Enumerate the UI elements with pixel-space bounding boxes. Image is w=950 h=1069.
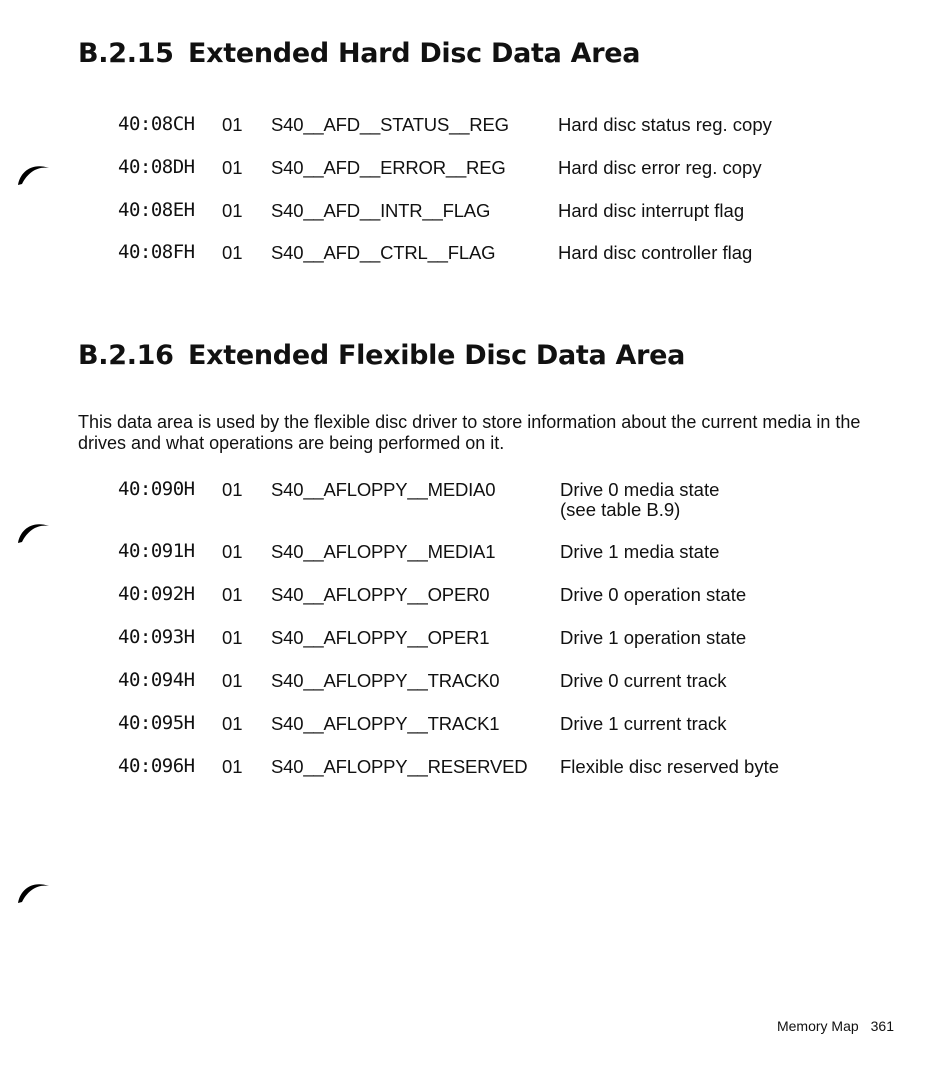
size: 01	[222, 157, 243, 178]
description: Drive 1 current track	[560, 713, 727, 734]
symbol-name: S40__AFD__STATUS__REG	[271, 114, 509, 135]
size: 01	[222, 713, 243, 734]
size: 01	[222, 242, 243, 263]
description: Hard disc controller flag	[558, 242, 753, 263]
size: 01	[222, 200, 243, 221]
page-footer	[777, 1018, 894, 1034]
description: Drive 1 operation state	[560, 627, 747, 648]
description: Drive 0 media state	[560, 479, 720, 500]
size: 01	[222, 541, 243, 562]
table-row	[0, 479, 950, 539]
description: Drive 0 current track	[560, 670, 727, 691]
address: 40:091H	[118, 540, 195, 562]
footer-label: Memory Map	[776, 1018, 859, 1034]
section-heading-flexible-disc	[78, 340, 685, 371]
binding-mark-icon	[16, 878, 50, 904]
symbol-name: S40__AFD__CTRL__FLAG	[271, 242, 496, 263]
table-row	[0, 713, 950, 757]
address: 40:095H	[118, 712, 195, 734]
table-row	[0, 541, 950, 585]
table-row	[0, 670, 950, 714]
address: 40:08CH	[118, 113, 195, 135]
description: Flexible disc reserved byte	[560, 756, 780, 777]
symbol-name: S40__AFD__ERROR__REG	[271, 157, 506, 178]
page-number: 361	[870, 1018, 894, 1034]
section-intro-paragraph: This data area is used by the flexible disc driver to store information about the current media in the drives and what operations are being performed on it.	[78, 412, 861, 453]
symbol-name: S40__AFLOPPY__TRACK0	[271, 670, 500, 691]
symbol-name: S40__AFLOPPY__MEDIA0	[271, 479, 496, 500]
size: 01	[222, 114, 243, 135]
table-row	[0, 627, 950, 671]
section-heading-hard-disc	[78, 38, 640, 69]
size: 01	[222, 479, 243, 500]
address: 40:08EH	[118, 199, 195, 221]
description: Hard disc status reg. copy	[558, 114, 772, 135]
symbol-name: S40__AFLOPPY__RESERVED	[271, 756, 528, 777]
table-row	[0, 584, 950, 628]
table-row	[0, 157, 950, 201]
size: 01	[222, 756, 243, 777]
table-row	[0, 242, 950, 286]
description-line2: (see table B.9)	[560, 499, 681, 520]
table-row	[0, 200, 950, 244]
address: 40:094H	[118, 669, 195, 691]
address: 40:08DH	[118, 156, 195, 178]
address: 40:096H	[118, 755, 195, 777]
symbol-name: S40__AFLOPPY__OPER1	[271, 627, 490, 648]
description: Hard disc error reg. copy	[558, 157, 762, 178]
section-title: Extended Hard Disc Data Area	[188, 38, 641, 69]
symbol-name: S40__AFLOPPY__OPER0	[271, 584, 490, 605]
address: 40:08FH	[118, 241, 195, 263]
section-number: B.2.16	[78, 340, 174, 371]
description: Drive 0 operation state	[560, 584, 747, 605]
description: Drive 1 media state	[560, 541, 720, 562]
symbol-name: S40__AFLOPPY__MEDIA1	[271, 541, 496, 562]
table-row	[0, 756, 950, 800]
symbol-name: S40__AFLOPPY__TRACK1	[271, 713, 500, 734]
size: 01	[222, 627, 243, 648]
symbol-name: S40__AFD__INTR__FLAG	[271, 200, 491, 221]
table-row	[0, 114, 950, 158]
size: 01	[222, 584, 243, 605]
description: Hard disc interrupt flag	[558, 200, 745, 221]
section-number: B.2.15	[78, 38, 174, 69]
section-title: Extended Flexible Disc Data Area	[188, 340, 686, 371]
size: 01	[222, 670, 243, 691]
address: 40:092H	[118, 583, 195, 605]
address: 40:093H	[118, 626, 195, 648]
address: 40:090H	[118, 478, 195, 500]
